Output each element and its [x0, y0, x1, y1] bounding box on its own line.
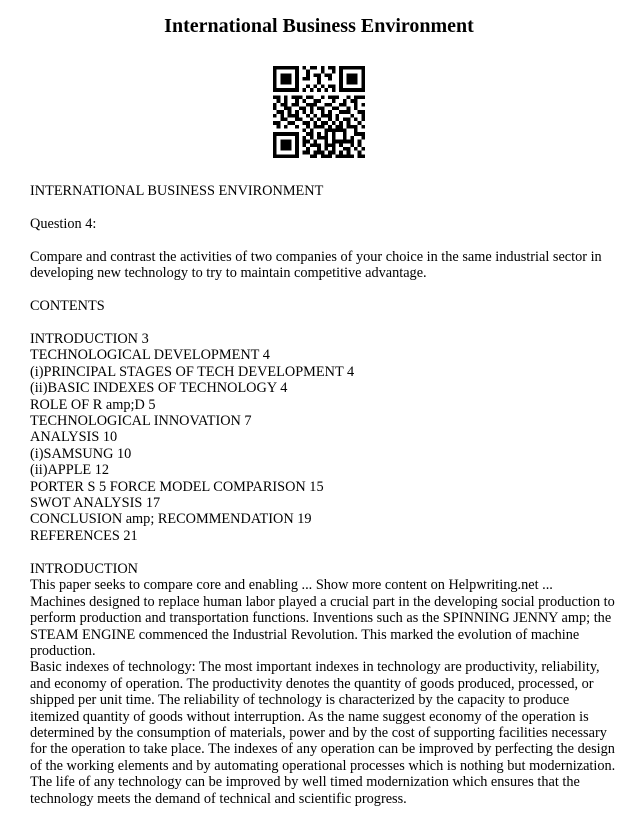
- document-title: International Business Environment: [164, 15, 474, 37]
- toc-item: ANALYSIS 10: [30, 429, 118, 446]
- body-line: This paper seeks to compare core and enabling ... Show more content on Helpwriting.net ...: [30, 577, 553, 594]
- body-line: of the working elements and by automating operational processes which is nothing but modernization.: [30, 757, 616, 774]
- toc-item: (i)SAMSUNG 10: [30, 445, 132, 462]
- introduction-section: [30, 561, 615, 807]
- document-heading: INTERNATIONAL BUSINESS ENVIRONMENT: [30, 183, 324, 199]
- section-heading: INTRODUCTION: [30, 561, 139, 577]
- toc-item: TECHNOLOGICAL DEVELOPMENT 4: [30, 347, 270, 364]
- body-line: The life of any technology can be improved by well timed modernization which ensures that the: [30, 774, 580, 791]
- body-line: and economy of operation. The productivity denotes the quantity of goods produced, processed, or: [30, 675, 594, 692]
- body-line: Basic indexes of technology: The most important indexes in technology are productivity, reliability,: [30, 659, 600, 676]
- body-line: technology meets the demand of technical and scientific progress.: [30, 790, 407, 807]
- toc-item: PORTER S 5 FORCE MODEL COMPARISON 15: [30, 478, 324, 495]
- body-line: itemized quantity of goods without interruption. As the name suggest economy of the operation is: [30, 708, 589, 725]
- question-label: Question 4:: [30, 216, 97, 232]
- body-line: STEAM ENGINE commenced the Industrial Revolution. This marked the evolution of machine: [30, 626, 580, 643]
- body-line: determined by the consumption of materials, power and by the cost of supporting facilities necessary: [30, 725, 607, 742]
- toc-item: INTRODUCTION 3: [30, 331, 149, 347]
- toc-item: (i)PRINCIPAL STAGES OF TECH DEVELOPMENT 4: [30, 363, 355, 380]
- question-text: Compare and contrast the activities of two companies of your choice in the same industrial sector in developing new technology to try to maintain competitive advantage.: [30, 249, 602, 282]
- body-line: production.: [30, 643, 96, 660]
- body-line: for the operation to take place. The indexes of any operation can be improved by perfecting the design: [30, 741, 615, 758]
- toc-item: SWOT ANALYSIS 17: [30, 495, 161, 512]
- body-line: perform production and transportation functions. Inventions such as the SPINNING JENNY amp; the: [30, 610, 612, 627]
- qr-code-icon: [273, 66, 365, 158]
- body-line: Machines designed to replace human labor played a crucial part in the developing social production to: [30, 593, 615, 610]
- contents-label: CONTENTS: [30, 298, 105, 314]
- toc-item: TECHNOLOGICAL INNOVATION 7: [30, 413, 252, 430]
- body-line: shipped per unit time. The reliability of technology is characterized by the capacity to produce: [30, 692, 570, 709]
- toc-item: (ii)APPLE 12: [30, 462, 110, 479]
- toc-item: ROLE OF R amp;D 5: [30, 396, 156, 413]
- table-of-contents: [30, 331, 615, 544]
- toc-item: REFERENCES 21: [30, 527, 138, 544]
- toc-item: (ii)BASIC INDEXES OF TECHNOLOGY 4: [30, 380, 288, 397]
- toc-item: CONCLUSION amp; RECOMMENDATION 19: [30, 511, 312, 528]
